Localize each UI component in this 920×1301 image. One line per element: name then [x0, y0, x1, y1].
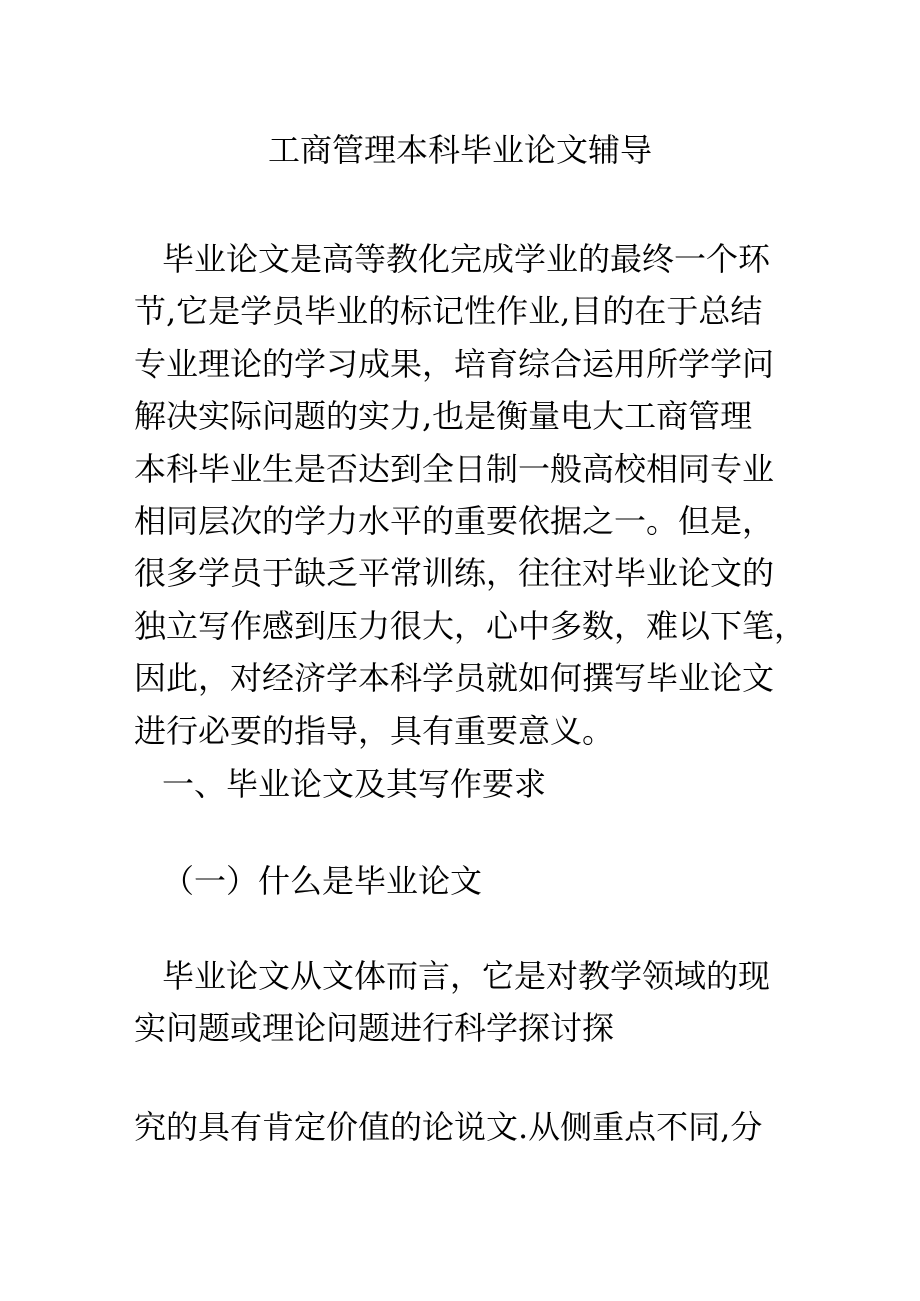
paragraph-line: 节,它是学员毕业的标记性作业,目的在于总结 — [134, 292, 763, 331]
subsection-heading-text: （一）什么是毕业论文 — [162, 862, 483, 900]
paragraph-line: 毕业论文从文体而言，它是对教学领域的现 — [162, 957, 771, 995]
paragraph-line: 实问题或理论问题进行科学探讨探 — [134, 1009, 615, 1048]
paragraph-line: 专业理论的学习成果，培育综合运用所学学问 — [134, 344, 775, 383]
definition-paragraph — [134, 950, 814, 1055]
paragraph-line: 独立写作感到压力很大，心中多数，难以下笔， — [134, 606, 807, 645]
paragraph-line: 相同层次的学力水平的重要依据之一。但是， — [134, 501, 775, 540]
document-title: 工商管理本科毕业论文辅导 — [267, 131, 652, 169]
paragraph-line: 解决实际问题的实力,也是衡量电大工商管理 — [134, 397, 753, 436]
section-heading-text: 一、毕业论文及其写作要求 — [162, 765, 547, 803]
paragraph-line: 究的具有肯定价值的论说文.从侧重点不同,分 — [134, 1108, 763, 1146]
paragraph-line: 毕业论文是高等教化完成学业的最终一个环 — [162, 240, 771, 278]
paragraph-line: 很多学员于缺乏平常训练，往往对毕业论文的 — [134, 554, 775, 593]
paragraph-line: 进行必要的指导，具有重要意义。 — [134, 711, 615, 750]
continuation-paragraph — [134, 1101, 814, 1153]
paragraph-line: 因此，对经济学本科学员就如何撰写毕业论文 — [134, 659, 775, 698]
subsection-heading — [134, 855, 814, 907]
paragraph-line: 本科毕业生是否达到全日制一般高校相同专业 — [134, 449, 775, 488]
intro-paragraph — [134, 233, 814, 757]
section-heading — [134, 758, 814, 810]
